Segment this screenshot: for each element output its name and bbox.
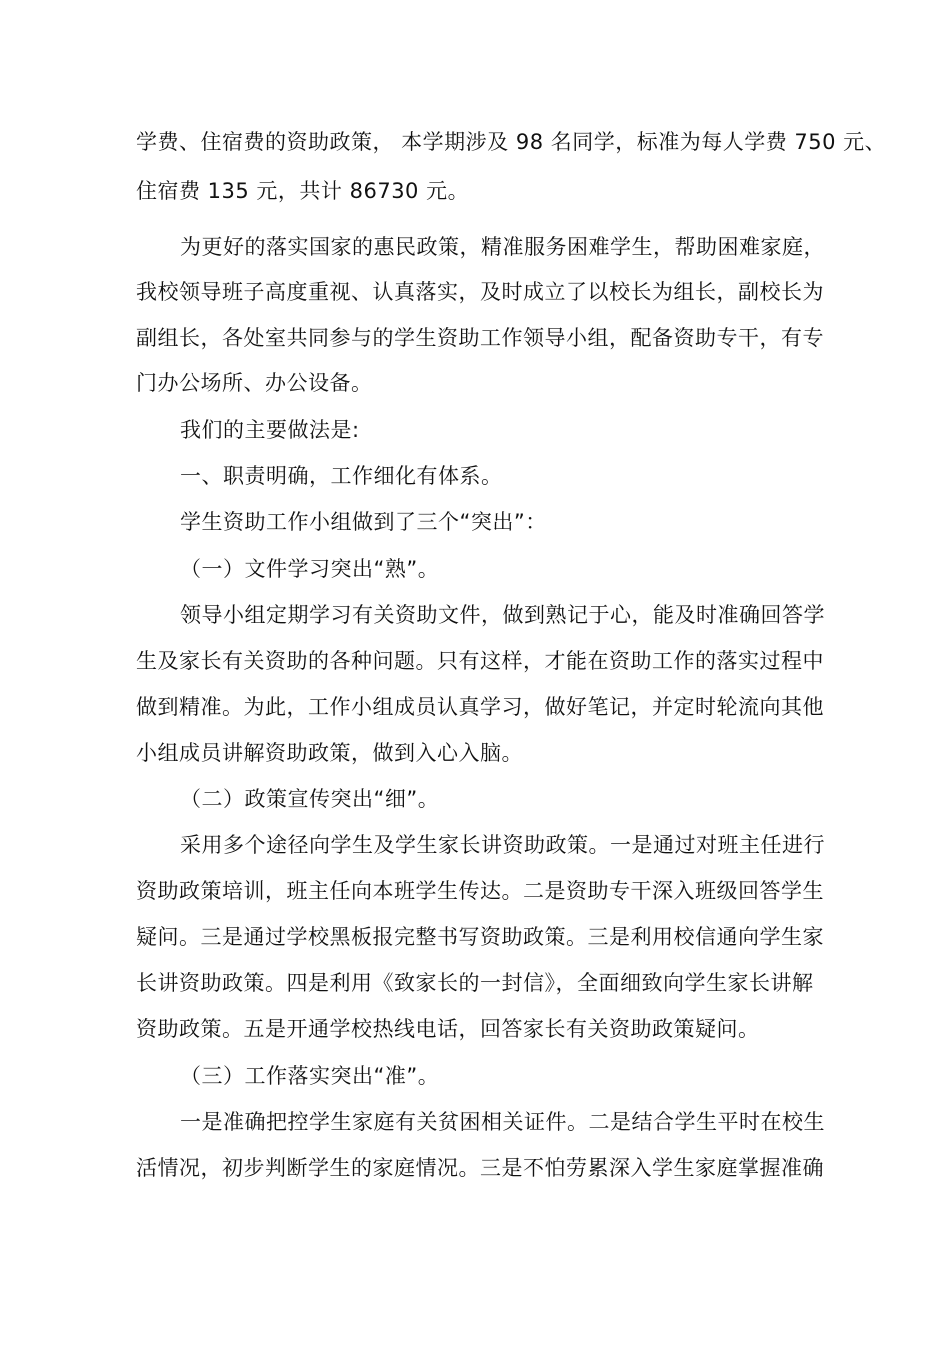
text-line: 采用多个途径向学生及学生家长讲资助政策。一是通过对班主任进行 <box>180 833 825 857</box>
text-line: 疑问。三是通过学校黑板报完整书写资助政策。三是利用校信通向学生家 <box>136 925 824 949</box>
text-line: 我们的主要做法是: <box>180 418 360 442</box>
text-line: 学费、住宿费的资助政策， 本学期涉及 98 名同学，标准为每人学费 750 元、 <box>136 130 887 154</box>
text-line: 活情况，初步判断学生的家庭情况。三是不怕劳累深入学生家庭掌握准确 <box>136 1156 824 1180</box>
text-line: 为更好的落实国家的惠民政策，精准服务困难学生，帮助困难家庭， <box>180 235 825 259</box>
text-line: 副组长，各处室共同参与的学生资助工作领导小组，配备资助专干，有专 <box>136 326 824 350</box>
section-heading: 一、职责明确，工作细化有体系。 <box>180 464 503 488</box>
text-line: 住宿费 135 元，共计 86730 元。 <box>136 179 470 203</box>
subsection-heading: （三）工作落实突出“准”。 <box>180 1064 440 1088</box>
text-line: 做到精准。为此，工作小组成员认真学习，做好笔记，并定时轮流向其他 <box>136 695 824 719</box>
text-line: 生及家长有关资助的各种问题。只有这样，才能在资助工作的落实过程中 <box>136 649 824 673</box>
text-line: 资助政策。五是开通学校热线电话，回答家长有关资助政策疑问。 <box>136 1017 760 1041</box>
text-line: 一是准确把控学生家庭有关贫困相关证件。二是结合学生平时在校生 <box>180 1110 825 1134</box>
subsection-heading: （二）政策宣传突出“细”。 <box>180 787 440 811</box>
text-line: 长讲资助政策。四是利用《致家长的一封信》，全面细致向学生家长讲解 <box>136 971 814 995</box>
text-line: 学生资助工作小组做到了三个“突出”： <box>180 510 547 534</box>
text-line: 门办公场所、办公设备。 <box>136 371 373 395</box>
subsection-heading: （一）文件学习突出“熟”。 <box>180 557 440 581</box>
text-line: 我校领导班子高度重视、认真落实，及时成立了以校长为组长，副校长为 <box>136 280 824 304</box>
text-line: 领导小组定期学习有关资助文件，做到熟记于心，能及时准确回答学 <box>180 603 825 627</box>
text-line: 资助政策培训，班主任向本班学生传达。二是资助专干深入班级回答学生 <box>136 879 824 903</box>
text-line: 小组成员讲解资助政策，做到入心入脑。 <box>136 741 523 765</box>
